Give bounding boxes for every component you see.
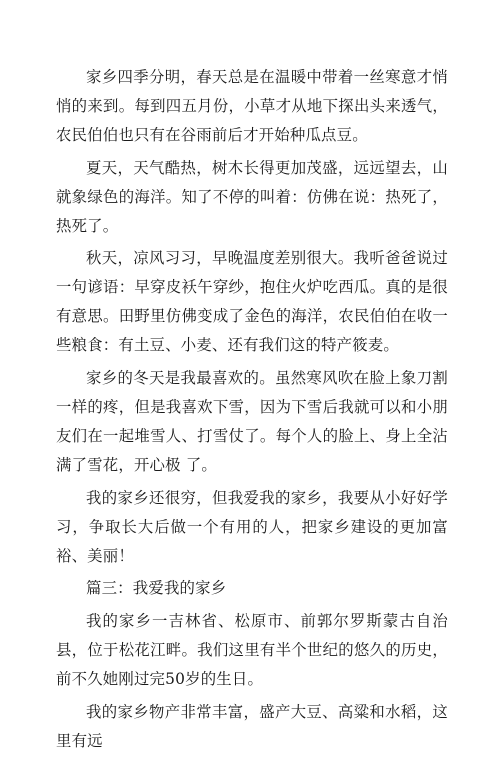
paragraph-location: 我的家乡一吉林省、松原市、前郭尔罗斯蒙古自治县，位于松花江畔。我们这里有半个世纪的悠久的历史，前不久她刚过完50岁的生日。 <box>56 612 448 689</box>
paragraph-winter: 家乡的冬天是我最喜欢的。虽然寒风吹在脸上象刀割一样的疼，但是我喜欢下雪，因为下雪后我就可以和小朋友们在一起堆雪人、打雪仗了。每个人的脸上、身上全沾满了雪花，开心极 了。 <box>56 369 448 474</box>
paragraph-summer: 夏天，天气酷热，树木长得更加茂盛，远远望去，山就象绿色的海洋。知了不停的叫着：仿佛在说：热死了，热死了。 <box>56 158 448 235</box>
section-heading: 篇三：我爱我的家乡 <box>86 579 227 598</box>
paragraph-spring: 家乡四季分明，春天总是在温暖中带着一丝寒意才悄悄的来到。每到四五月份，小草才从地下探出头来透气，农民伯伯也只有在谷雨前后才开始种瓜点豆。 <box>56 68 448 144</box>
document-body <box>56 63 448 760</box>
paragraph-autumn: 秋天，凉风习习，早晚温度差别很大。我听爸爸说过一句谚语：早穿皮袄午穿纱，抱住火炉吃西瓜。真的是很有意思。田野里仿佛变成了金色的海洋，农民伯伯在收一些粮食：有土豆、小麦、还有我们这的特产筱麦。 <box>56 249 448 355</box>
paragraph-conclusion: 我的家乡还很穷，但我爱我的家乡，我要从小好好学习，争取长大后做一个有用的人，把家乡建设的更加富裕、美丽！ <box>56 488 448 565</box>
paragraph-products: 我的家乡物产非常丰富，盛产大豆、高粱和水稻，这里有远 <box>56 703 448 750</box>
